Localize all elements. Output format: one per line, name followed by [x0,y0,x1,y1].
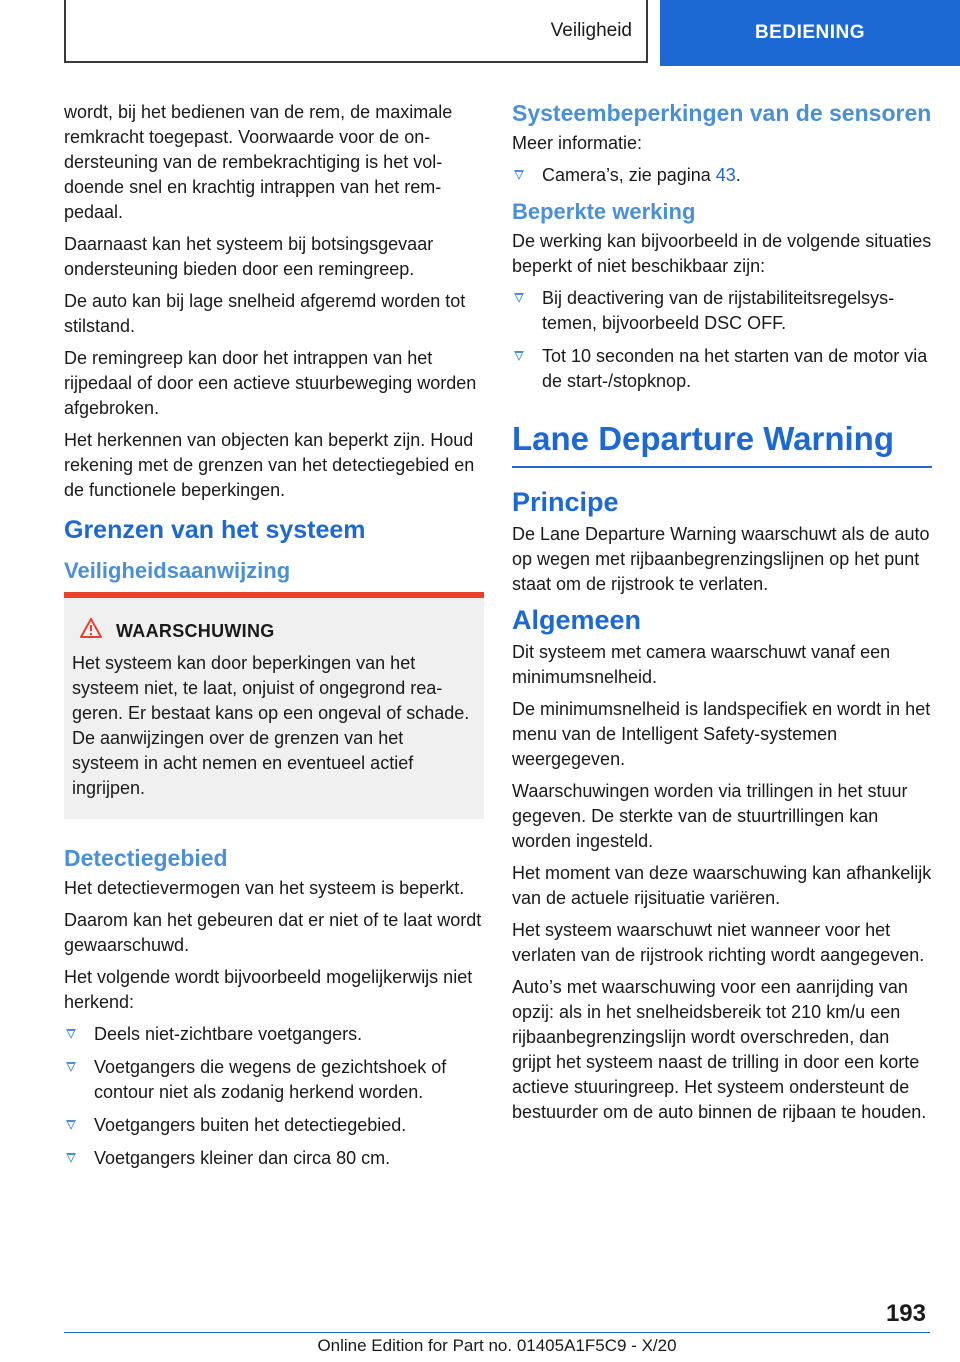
paragraph: De auto kan bij lage snelheid afgeremd worden tot stilstand. [64,291,466,336]
left-column [64,100,484,1179]
heading-beperkte-werking: Beperkte werking [512,199,696,224]
paragraph: Het herkennen van objecten kan beperkt zijn. Houd rekening met de grenzen van het detectiegebied en de functionele beperkingen. [64,430,475,500]
heading-lane-departure-warning: Lane Departure Warning [512,418,932,468]
paragraph: Het volgende wordt bijvoorbeeld mogelijkerwijs niet herkend: [64,967,473,1012]
heading-systeembeperkingen: Systeembeperkingen van de sensoren [512,100,932,126]
list-item-text: Voetgangers buiten het detectiegebied. [94,1115,407,1135]
page-link[interactable]: 43 [715,165,736,185]
edition-text: Online Edition for Part no. 01405A1F5C9 - X/20 [317,1336,677,1355]
heading-principe: Principe [512,487,619,517]
right-column [512,100,932,1132]
heading-detectiegebied: Detectiegebied [64,845,228,871]
list-item-text: Voetgangers die wegens de gezichtshoek of contour niet als zodanig herkend worden. [94,1057,447,1102]
heading-algemeen: Algemeen [512,605,642,635]
list-item [512,286,932,336]
bullet-list [512,286,932,394]
bullet-list [64,1022,484,1171]
bullet-triangle-icon [66,1120,76,1130]
bullet-triangle-icon [66,1153,76,1163]
paragraph: Meer informatie: [512,133,643,153]
warning-box [64,592,484,819]
warning-text: Het systeem kan door beperkingen van het systeem niet, te laat, onjuist of ongegrond reageren. Er bestaat kans op een ongeval of schade. De aanwijzingen over de grenzen van het systeem in acht nemen en eventueel actief ingrijpen. [72,653,470,798]
warning-header [72,618,474,645]
warning-triangle-icon [80,618,102,645]
list-item [64,1022,484,1047]
paragraph: Daarnaast kan het systeem bij botsingsgevaar ondersteuning bieden door een remingreep. [64,234,434,279]
list-item-text: Camera’s, zie pagina [542,165,716,185]
list-item-end: . [735,165,741,185]
paragraph: wordt, bij het bedienen van de rem, de maximale remkracht toegepast. Voorwaarde voor de ondersteuning van de rembekrachtiging is het voldoende snel en krachtig intrappen van het rempedaal. [64,102,453,222]
paragraph: De minimumsnelheid is landspecifiek en wordt in het menu van de Intelligent Safety-systemen weergegeven. [512,699,931,769]
paragraph: Het moment van deze waarschuwing kan afhankelijk van de actuele rijsituatie variëren. [512,863,932,908]
paragraph: De werking kan bijvoorbeeld in de volgende situaties beperkt of niet beschikbaar zijn: [512,231,932,276]
heading-veiligheidsaanwijzing: Veiligheidsaanwijzing [64,558,291,583]
paragraph: De remingreep kan door het intrappen van het rijpedaal of door een actieve stuurbeweging worden afgebroken. [64,348,477,418]
list-item [512,163,932,188]
chapter-tab [660,0,960,66]
bullet-triangle-icon [514,170,524,180]
paragraph: Waarschuwingen worden via trillingen in het stuur gegeven. De sterkte van de stuurtrillingen kan worden ingesteld. [512,781,908,851]
list-item [64,1055,484,1105]
paragraph: Het systeem waarschuwt niet wanneer voor het verlaten van de rijstrook richting wordt aangegeven. [512,920,925,965]
paragraph: Auto’s met waarschuwing voor een aanrijding van opzij: als in het snelheidsbereik tot 210 km/u een rijbaanbegrenzingslijn wordt overschreden, dan grijpt het systeem naast de trilling in door een korte actieve stuuringreep. Het systeem ondersteunt de bestuurder om de auto binnen de rijbaan te houden. [512,977,927,1122]
list-item-text: Tot 10 seconden na het starten van de motor via de start-/stopknop. [542,346,928,391]
list-item [64,1146,484,1171]
paragraph: Daarom kan het gebeuren dat er niet of te laat wordt gewaarschuwd. [64,910,482,955]
bullet-triangle-icon [514,293,524,303]
paragraph: De Lane Departure Warning waarschuwt als de auto op wegen met rijbaanbegrenzingslijnen op het punt staat om de rijstrook te verlaten. [512,524,930,594]
footer-divider [64,1332,930,1333]
list-item-text: Voetgangers kleiner dan circa 80 cm. [94,1148,391,1168]
list-item [64,1113,484,1138]
page-header [0,0,960,66]
list-item-text: Bij deactivering van de rijstabiliteitsregelsystemen, bijvoorbeeld DSC OFF. [542,288,895,333]
list-item-text: Deels niet-zichtbare voetgangers. [94,1024,363,1044]
warning-title: WAARSCHUWING [116,621,275,641]
bullet-triangle-icon [514,351,524,361]
bullet-triangle-icon [66,1029,76,1039]
list-item [512,344,932,394]
bullet-triangle-icon [66,1062,76,1072]
heading-grenzen: Grenzen van het systeem [64,516,366,544]
chapter-title: BEDIENING [754,22,866,43]
paragraph: Dit systeem met camera waarschuwt vanaf een minimumsnelheid. [512,642,891,687]
bullet-list [512,163,932,188]
paragraph: Het detectievermogen van het systeem is beperkt. [64,878,465,898]
section-title: Veiligheid [550,19,632,41]
page-number: 193 [885,1300,926,1327]
section-tab [64,0,648,63]
